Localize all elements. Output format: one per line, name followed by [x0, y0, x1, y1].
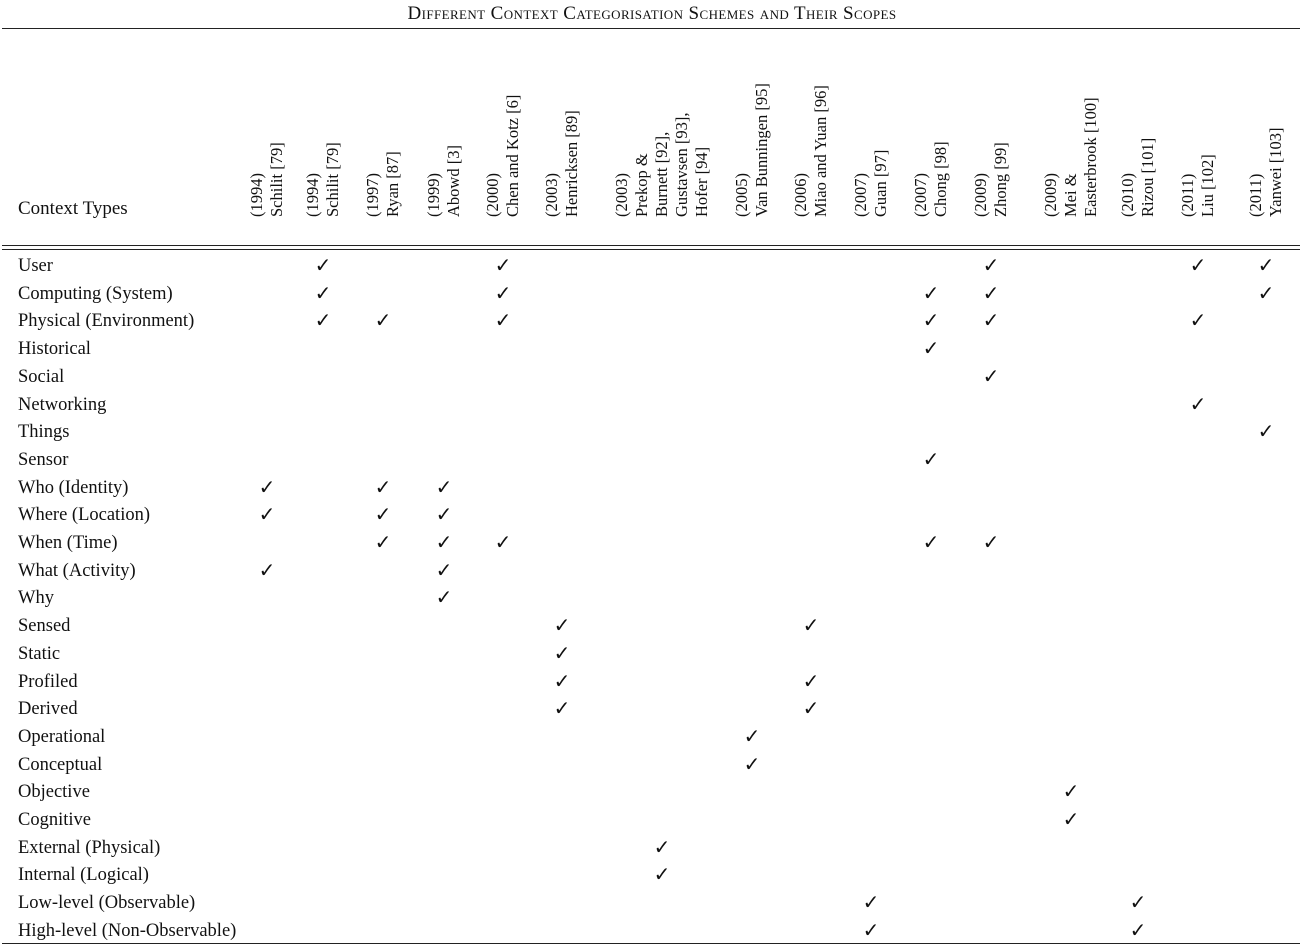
column-header-line: (2009) [1041, 173, 1060, 217]
column-header-line: Zhong [99] [991, 142, 1010, 217]
column-header-line: (2006) [791, 173, 810, 217]
column-header-line: Schilit [79] [323, 142, 342, 217]
column-header-line: (1994) [303, 173, 322, 217]
header-double-rule-1 [2, 245, 1300, 246]
checkmark-icon: ✓ [743, 725, 761, 748]
checkmark-icon: ✓ [553, 670, 571, 693]
checkmark-icon: ✓ [922, 448, 940, 471]
checkmark-icon: ✓ [258, 504, 276, 527]
checkmark-icon: ✓ [653, 836, 671, 859]
row-label: Computing (System) [18, 283, 173, 304]
checkmark-icon: ✓ [982, 255, 1000, 277]
column-header [911, 141, 951, 217]
column-header-line: Van Bunningen [95] [752, 83, 771, 217]
checkmark-icon: ✓ [374, 504, 392, 527]
checkmark-icon: ✓ [922, 310, 940, 333]
column-header-line: Henricksen [89] [562, 110, 581, 217]
column-header-line: (2003) [612, 173, 631, 217]
column-header-line: (2007) [851, 173, 870, 217]
context-types-header: Context Types [18, 198, 128, 219]
column-header-line: (2007) [911, 173, 930, 217]
column-header [247, 142, 287, 217]
row-label: Sensed [18, 616, 71, 637]
row-label: Sensor [18, 449, 69, 470]
checkmark-icon: ✓ [802, 670, 820, 693]
column-header [424, 145, 464, 217]
column-header-line: (2003) [542, 173, 561, 217]
column-header-line: Chong [98] [931, 141, 950, 217]
checkmark-icon: ✓ [1189, 310, 1207, 333]
row-label: External (Physical) [18, 837, 161, 858]
checkmark-icon: ✓ [743, 753, 761, 776]
checkmark-icon: ✓ [258, 559, 276, 582]
column-header [971, 142, 1011, 217]
column-header-line: (1997) [363, 173, 382, 217]
checkmark-icon: ✓ [314, 255, 332, 277]
column-header-line: Schilit [79] [267, 142, 286, 217]
column-header [363, 151, 403, 217]
column-header-line: (2011) [1178, 173, 1197, 217]
row-label: What (Activity) [18, 560, 136, 581]
checkmark-icon: ✓ [1257, 255, 1275, 277]
row-label: Operational [18, 726, 106, 747]
checkmark-icon: ✓ [982, 310, 1000, 333]
column-header-line: Prekop & [632, 153, 651, 217]
checkmark-icon: ✓ [922, 532, 940, 554]
checkmark-icon: ✓ [553, 615, 571, 638]
checkmark-icon: ✓ [802, 615, 820, 638]
row-label: Where (Location) [18, 505, 150, 526]
checkmark-icon: ✓ [802, 698, 820, 721]
top-rule [2, 28, 1300, 29]
row-label: Why [18, 588, 54, 609]
checkmark-icon: ✓ [982, 365, 1000, 388]
checkmark-icon: ✓ [374, 310, 392, 333]
checkmark-icon: ✓ [1062, 781, 1080, 804]
checkmark-icon: ✓ [435, 532, 453, 554]
row-label: User [18, 256, 53, 276]
header-double-rule-2 [2, 249, 1300, 250]
column-header-line: Yanwei [103] [1266, 127, 1285, 217]
column-header-line: Rizou [101] [1138, 137, 1157, 217]
column-header [483, 95, 523, 217]
column-header [303, 142, 343, 217]
checkmark-icon: ✓ [258, 476, 276, 499]
checkmark-icon: ✓ [1257, 282, 1275, 305]
checkmark-icon: ✓ [494, 310, 512, 333]
row-label: Internal (Logical) [18, 865, 149, 886]
row-label: Social [18, 366, 65, 387]
column-header-line: (2011) [1246, 173, 1265, 217]
checkmark-icon: ✓ [314, 282, 332, 305]
column-header-line: (2010) [1118, 173, 1137, 217]
checkmark-icon: ✓ [435, 587, 453, 610]
checkmark-icon: ✓ [653, 864, 671, 887]
checkmark-icon: ✓ [1189, 393, 1207, 416]
column-header-line: Miao and Yuan [96] [811, 85, 830, 217]
checkmark-icon: ✓ [374, 532, 392, 554]
checkmark-icon: ✓ [862, 919, 880, 942]
column-header [1178, 154, 1218, 217]
checkmark-icon: ✓ [374, 476, 392, 499]
checkmark-icon: ✓ [1189, 255, 1207, 277]
column-header-line: (2000) [483, 173, 502, 217]
row-label: Low-level (Observable) [18, 893, 196, 914]
checkmark-icon: ✓ [982, 282, 1000, 305]
checkmark-icon: ✓ [922, 282, 940, 305]
checkmark-icon: ✓ [1129, 919, 1147, 942]
checkmark-icon: ✓ [1129, 892, 1147, 915]
checkmark-icon: ✓ [494, 282, 512, 305]
row-label: Objective [18, 782, 90, 803]
column-header [732, 83, 772, 217]
checkmark-icon: ✓ [922, 338, 940, 361]
checkmark-icon: ✓ [494, 532, 512, 554]
column-header-line: (2009) [971, 173, 990, 217]
column-header-line: Hofer [94] [692, 146, 711, 217]
checkmark-icon: ✓ [494, 255, 512, 277]
column-header [1041, 97, 1101, 217]
checkmark-icon: ✓ [435, 504, 453, 527]
column-header-line: Guan [97] [871, 149, 890, 217]
column-header [851, 150, 891, 217]
column-header-line: Burnett [92], [652, 131, 671, 217]
checkmark-icon: ✓ [435, 476, 453, 499]
column-header [791, 85, 831, 217]
row-label: Historical [18, 339, 91, 360]
checkmark-icon: ✓ [862, 892, 880, 915]
column-header-line: Abowd [3] [444, 145, 463, 217]
row-label: Networking [18, 394, 107, 415]
row-label: Physical (Environment) [18, 311, 195, 332]
checkmark-icon: ✓ [435, 559, 453, 582]
row-label: Derived [18, 699, 78, 720]
bottom-rule [2, 943, 1300, 944]
checkmark-icon: ✓ [553, 698, 571, 721]
row-label: Cognitive [18, 810, 91, 830]
column-header [542, 110, 582, 217]
column-header [612, 113, 712, 217]
column-header-line: Ryan [87] [383, 151, 402, 217]
column-header-line: Gustavsen [93], [672, 112, 691, 217]
row-label: High-level (Non-Observable) [18, 920, 237, 941]
column-header [1246, 127, 1286, 217]
row-label: When (Time) [18, 533, 118, 553]
column-header-line: Chen and Kotz [6] [503, 94, 522, 217]
column-header [1118, 138, 1158, 217]
column-header-line: Mei & [1061, 173, 1080, 217]
column-header-line: Easterbrook [100] [1081, 97, 1100, 217]
column-header-line: (2005) [732, 173, 751, 217]
row-label: Profiled [18, 671, 78, 692]
column-header-line: Liu [102] [1198, 154, 1217, 217]
checkmark-icon: ✓ [314, 310, 332, 333]
row-label: Things [18, 422, 70, 443]
row-label: Who (Identity) [18, 477, 129, 498]
row-label: Conceptual [18, 754, 103, 775]
checkmark-icon: ✓ [982, 532, 1000, 554]
checkmark-icon: ✓ [1062, 809, 1080, 831]
column-header-line: (1999) [424, 173, 443, 217]
row-label: Static [18, 643, 61, 664]
table-caption: Different Context Categorisation Schemes and Their Scopes [407, 3, 897, 24]
checkmark-icon: ✓ [553, 642, 571, 665]
column-header-line: (1994) [247, 173, 266, 217]
checkmark-icon: ✓ [1257, 421, 1275, 444]
